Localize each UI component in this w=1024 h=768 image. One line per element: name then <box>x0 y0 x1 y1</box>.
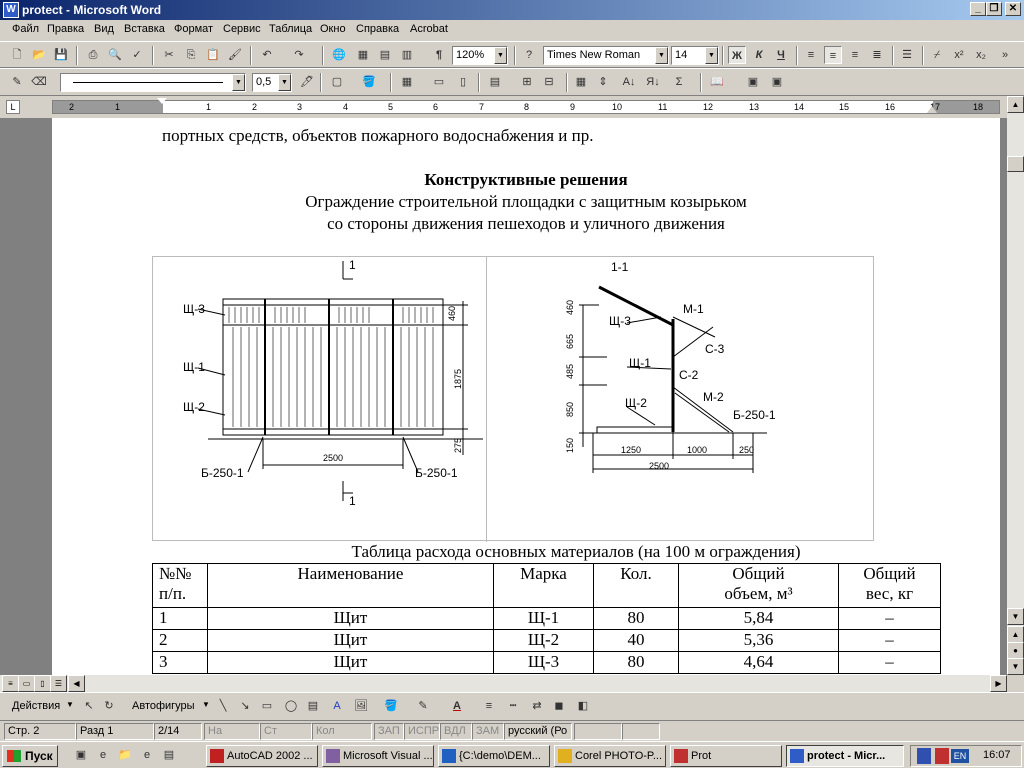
tables-borders-icon[interactable]: ▦ <box>357 49 369 61</box>
borders-icon[interactable]: ▢ <box>331 76 343 88</box>
shield-icon[interactable] <box>917 748 931 764</box>
distribute-columns-icon[interactable]: ⊟ <box>544 76 554 88</box>
task-demo[interactable]: {C:\demo\DEM... <box>438 745 550 767</box>
ie-alt-icon[interactable]: e <box>143 749 151 761</box>
show-hide-icon[interactable]: ¶ <box>435 49 443 61</box>
web-icon[interactable]: 🌐 <box>332 49 346 61</box>
task-protect-word[interactable]: protect - Micr... <box>786 745 904 767</box>
align-center-icon[interactable]: ≡ <box>824 46 842 64</box>
drawing-toolbar <box>0 692 1024 720</box>
svg-text:485: 485 <box>565 363 575 379</box>
scroll-right-icon[interactable]: ▶ <box>990 675 1007 692</box>
antivirus-icon[interactable] <box>935 748 949 764</box>
header-qty: Кол. <box>594 564 679 608</box>
sort-descending-icon[interactable]: Я↓ <box>646 76 660 88</box>
page[interactable] <box>52 118 1000 675</box>
task-prot[interactable]: Prot <box>670 745 782 767</box>
svg-text:2500: 2500 <box>323 453 344 463</box>
open-icon[interactable]: 📂 <box>32 49 46 61</box>
label-shch-3: Щ-3 <box>183 302 205 316</box>
fill-color-icon[interactable]: 🪣 <box>384 700 398 712</box>
status-line: Ст <box>260 723 312 740</box>
dash-style-icon[interactable]: ┅ <box>509 700 517 712</box>
section-mark-bottom: 1 <box>349 494 356 508</box>
next-page-icon[interactable]: ▼ <box>1007 658 1024 675</box>
actions-menu[interactable]: Действия <box>12 700 61 712</box>
chevron-down-icon: ▼ <box>705 47 718 64</box>
status-page: Стр. 2 <box>4 723 76 740</box>
first-line-indent-marker[interactable] <box>157 98 167 104</box>
eraser-icon[interactable]: ⌫ <box>31 76 47 88</box>
font-select[interactable]: Times New Roman ▼ <box>543 46 669 65</box>
select-objects-icon[interactable]: ↖ <box>84 700 94 712</box>
svg-text:Щ-3: Щ-3 <box>609 314 631 328</box>
status-col: Кол <box>312 723 372 740</box>
font-color-icon[interactable]: A <box>453 700 461 712</box>
textbox-icon[interactable]: ▤ <box>307 700 319 712</box>
sort-ascending-icon[interactable]: A↓ <box>622 76 636 88</box>
svg-text:Щ-1: Щ-1 <box>629 356 651 370</box>
document-area[interactable] <box>0 118 1007 675</box>
svg-text:Щ-2: Щ-2 <box>625 396 647 410</box>
ruler-bar[interactable]: 2 1 1 2 3 4 5 6 7 8 9 10 11 12 13 14 15 16 17 18 <box>52 100 1000 114</box>
ruler[interactable] <box>0 96 1024 118</box>
line-weight-select[interactable]: 0,5 ▼ <box>252 73 292 92</box>
status-bar <box>0 720 1024 741</box>
restore-button[interactable]: ❐ <box>986 2 1002 16</box>
chevron-down-icon: ▼ <box>494 47 507 64</box>
vertical-scrollbar[interactable] <box>1007 96 1024 675</box>
label-shch-2: Щ-2 <box>183 400 205 414</box>
web-view-icon[interactable]: ▭ <box>18 675 35 692</box>
menu-help[interactable]: Справка <box>356 23 400 35</box>
section-title: 1-1 <box>611 260 629 274</box>
copy-icon[interactable]: ⎘ <box>186 49 196 61</box>
scroll-down-icon[interactable]: ▼ <box>1007 608 1024 625</box>
close-button[interactable]: ✕ <box>1005 2 1021 16</box>
header-weight: Общий вес, кг <box>839 564 941 608</box>
chevron-down-icon: ▼ <box>278 74 291 91</box>
subheading-1: Ограждение строительной площадки с защитным козырьком <box>305 192 747 211</box>
menu-table[interactable]: Таблица <box>269 23 313 35</box>
svg-text:Б-250-1: Б-250-1 <box>733 408 776 422</box>
left-labels <box>183 258 458 508</box>
line-color-icon[interactable]: ✎ <box>418 700 428 712</box>
outline-view-icon[interactable]: ☰ <box>50 675 67 692</box>
print-preview-icon[interactable]: 🔍 <box>108 49 122 61</box>
redo-icon[interactable]: ↷ <box>294 49 304 61</box>
arrow-icon[interactable]: ↘ <box>240 700 250 712</box>
table-row: 1 Щит Щ-1 80 5,84 – <box>153 608 941 630</box>
help-icon[interactable]: ? <box>525 49 533 61</box>
border-color-icon[interactable]: 🖊 <box>300 76 314 88</box>
svg-text:М-1: М-1 <box>683 302 704 316</box>
ie-icon[interactable]: e <box>99 749 107 761</box>
scroll-up-icon[interactable]: ▲ <box>1007 96 1024 113</box>
pdf-mail-icon[interactable]: ▣ <box>771 76 783 88</box>
strikethrough-icon[interactable]: ⌿ <box>933 49 941 61</box>
task-autocad[interactable]: AutoCAD 2002 ... <box>206 745 318 767</box>
autosum-icon[interactable]: Σ <box>675 76 683 88</box>
subheading-2: со стороны движения пешеходов и уличного движения <box>327 214 725 233</box>
pdf-icon[interactable]: ▣ <box>747 76 759 88</box>
shading-icon[interactable]: 🪣 <box>362 76 376 88</box>
font-size-select[interactable]: 14 ▼ <box>671 46 719 65</box>
3d-icon[interactable]: ◧ <box>577 700 589 712</box>
paste-icon[interactable]: 📋 <box>206 49 220 61</box>
section-heading: Конструктивные решения <box>424 170 628 189</box>
text-direction-icon[interactable]: ⇕ <box>598 76 608 88</box>
title-bar <box>0 0 1024 20</box>
right-indent-marker[interactable] <box>927 106 937 113</box>
save-icon[interactable]: 💾 <box>54 49 68 61</box>
menu-format[interactable]: Формат <box>174 23 214 35</box>
intro-line: портных средств, объектов пожарного водоснабжения и пр. <box>162 126 594 145</box>
menu-tools[interactable]: Сервис <box>223 23 261 35</box>
svg-text:460: 460 <box>565 299 575 315</box>
svg-text:С-2: С-2 <box>679 368 699 382</box>
table-row: 2 Щит Щ-2 40 5,36 – <box>153 630 941 652</box>
normal-view-icon[interactable]: ≡ <box>2 675 19 692</box>
rotate-icon[interactable]: ↻ <box>104 700 114 712</box>
label-shch-1: Щ-1 <box>183 360 205 374</box>
table-title: Таблица расхода основных материалов (на 100 м ограждения) <box>351 542 801 561</box>
svg-text:850: 850 <box>565 401 575 417</box>
line-icon[interactable]: ╲ <box>219 700 227 712</box>
materials-table[interactable] <box>152 563 941 674</box>
menu-bar <box>0 20 1024 40</box>
header-volume: Общий объем, м³ <box>679 564 839 608</box>
menu-acrobat[interactable]: Acrobat <box>410 23 448 35</box>
arrow-style-icon[interactable]: ⇄ <box>532 700 542 712</box>
chevron-down-icon: ▼ <box>655 47 668 64</box>
menu-edit[interactable]: Правка <box>47 23 85 35</box>
spelling-icon[interactable]: ✓ <box>132 49 142 61</box>
word-icon[interactable]: W <box>3 2 19 18</box>
insert-table-icon[interactable]: ▦ <box>401 76 413 88</box>
folder-icon[interactable]: 📁 <box>118 749 132 761</box>
status-extra <box>622 723 660 740</box>
scroll-left-icon[interactable]: ◀ <box>68 675 85 692</box>
menu-view[interactable]: Вид <box>94 23 114 35</box>
previous-page-icon[interactable]: ▲ <box>1007 626 1024 643</box>
system-tray <box>910 745 1022 767</box>
italic-button[interactable]: К <box>755 49 763 61</box>
label-b250-left: Б-250-1 <box>201 466 244 480</box>
autoshapes-menu[interactable]: Автофигуры <box>132 700 195 712</box>
menu-file[interactable]: Файл <box>12 23 40 35</box>
menu-insert[interactable]: Вставка <box>124 23 165 35</box>
svg-text:С-3: С-3 <box>705 342 725 356</box>
taskbar <box>0 741 1024 768</box>
insert-table-icon[interactable]: ▤ <box>379 49 391 61</box>
page-view-icon[interactable]: ▯ <box>34 675 51 692</box>
header-number: №№ п/п. <box>153 564 208 608</box>
section-mark-top: 1 <box>349 258 356 272</box>
svg-text:460: 460 <box>447 305 457 321</box>
media-icon[interactable]: ▤ <box>163 749 175 761</box>
fence-elevation <box>198 261 483 501</box>
merge-cells-icon[interactable]: ▭ <box>433 76 445 88</box>
windows-logo-icon <box>7 750 21 762</box>
status-ext[interactable]: ВДЛ <box>440 723 472 740</box>
align-right-icon[interactable]: ≡ <box>851 49 859 61</box>
tab-selector[interactable]: L <box>6 100 20 114</box>
svg-text:1250: 1250 <box>621 445 642 455</box>
start-button[interactable]: Пуск <box>2 745 58 767</box>
header-mark: Марка <box>494 564 594 608</box>
rectangle-icon[interactable]: ▭ <box>261 700 273 712</box>
clock: 16:07 <box>983 749 1011 761</box>
status-section: Разд 1 <box>76 723 154 740</box>
standard-toolbar <box>0 41 1024 68</box>
distribute-rows-icon[interactable]: ⊞ <box>522 76 532 88</box>
chevron-down-icon: ▼ <box>232 74 245 91</box>
table-header-row <box>153 564 941 608</box>
status-language: русский (Ро <box>504 723 572 740</box>
task-visual[interactable]: Microsoft Visual ... <box>322 745 434 767</box>
status-ovr[interactable]: ЗАМ <box>472 723 504 740</box>
book-icon[interactable]: 📖 <box>710 76 724 88</box>
desktop-icon[interactable]: ▣ <box>75 749 87 761</box>
language-indicator[interactable]: EN <box>951 749 969 763</box>
window-title: protect - Microsoft Word <box>22 3 162 17</box>
zoom-select[interactable]: 120% ▼ <box>452 46 508 65</box>
status-pages: 2/14 <box>154 723 202 740</box>
svg-text:150: 150 <box>565 437 575 453</box>
svg-text:1875: 1875 <box>453 368 463 389</box>
pencil-icon[interactable]: ✎ <box>12 76 22 88</box>
right-labels <box>609 260 776 422</box>
shadow-icon[interactable]: ◼ <box>554 700 564 712</box>
browse-object-icon[interactable]: ● <box>1007 642 1024 659</box>
split-cells-icon[interactable]: ▯ <box>459 76 467 88</box>
svg-text:2500: 2500 <box>649 461 670 471</box>
oval-icon[interactable]: ◯ <box>284 700 298 712</box>
subscript-icon[interactable]: x₂ <box>976 49 986 61</box>
wordart-icon[interactable]: A <box>333 700 341 712</box>
status-at: На <box>204 723 260 740</box>
task-corel[interactable]: Corel PHOTO-P... <box>554 745 666 767</box>
svg-text:275: 275 <box>453 437 463 453</box>
svg-text:М-2: М-2 <box>703 390 724 404</box>
bold-button[interactable]: Ж <box>728 46 746 64</box>
format-painter-icon[interactable]: 🖌 <box>228 49 242 61</box>
cut-icon[interactable]: ✂ <box>164 49 174 61</box>
menu-window[interactable]: Окно <box>320 23 346 35</box>
align-cell-icon[interactable]: ▤ <box>489 76 501 88</box>
status-rec[interactable]: ЗАП <box>374 723 404 740</box>
toolbar-options-icon[interactable]: » <box>1001 49 1009 61</box>
autoformat-icon[interactable]: ▦ <box>575 76 587 88</box>
horizontal-scrollbar[interactable] <box>0 675 1007 692</box>
line-style-select[interactable] <box>60 73 246 92</box>
chevron-down-icon: ▼ <box>66 700 74 709</box>
label-b250-right: Б-250-1 <box>415 466 458 480</box>
status-spelling <box>574 723 622 740</box>
scroll-thumb[interactable] <box>1007 156 1024 172</box>
print-icon[interactable]: ⎙ <box>88 49 98 61</box>
svg-text:665: 665 <box>565 333 575 349</box>
new-document-icon[interactable]: 🗋 <box>12 49 22 61</box>
fence-drawing[interactable] <box>152 256 874 541</box>
justify-icon[interactable]: ≣ <box>872 49 882 61</box>
columns-icon[interactable]: ▥ <box>401 49 413 61</box>
svg-text:1000: 1000 <box>687 445 708 455</box>
tables-toolbar <box>0 68 1024 96</box>
table-row: 3 Щит Щ-3 80 4,64 – <box>153 652 941 674</box>
svg-text:250: 250 <box>739 445 755 455</box>
underline-button[interactable]: Ч <box>777 49 785 61</box>
align-left-icon[interactable]: ≡ <box>807 49 815 61</box>
line-style-icon[interactable]: ≡ <box>485 700 493 712</box>
chevron-down-icon: ▼ <box>202 700 210 709</box>
status-trk[interactable]: ИСПР <box>404 723 440 740</box>
clipart-icon[interactable]: 🖼 <box>354 700 368 712</box>
minimize-button[interactable]: _ <box>970 2 986 16</box>
undo-icon[interactable]: ↶ <box>262 49 272 61</box>
header-name: Наименование <box>208 564 494 608</box>
superscript-icon[interactable]: x² <box>954 49 964 61</box>
numbering-icon[interactable]: ☰ <box>902 49 912 61</box>
